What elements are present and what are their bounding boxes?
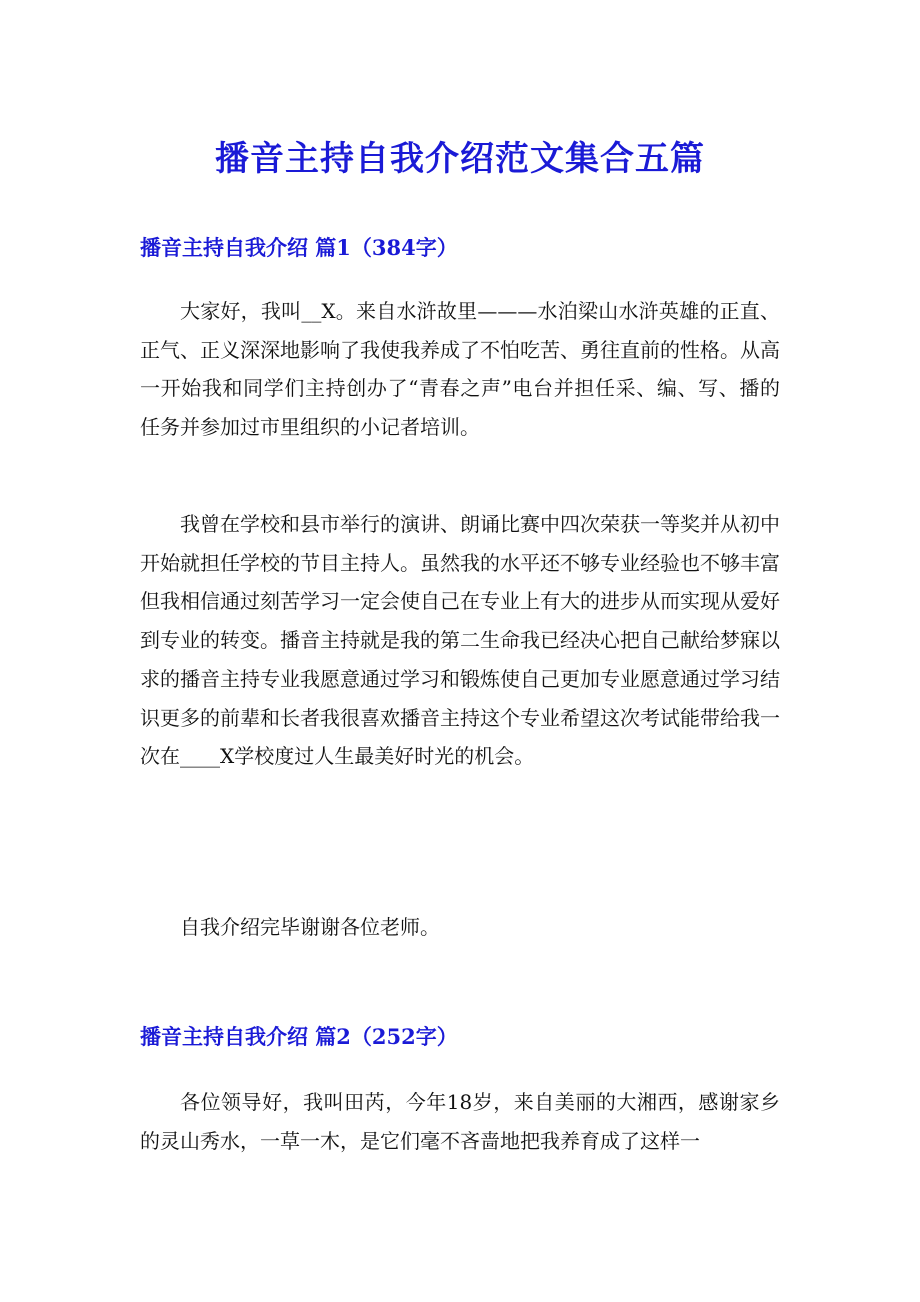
section-heading-1: 播音主持自我介绍 篇1（384字） [140,235,458,260]
section-heading-2: 播音主持自我介绍 篇2（252字） [140,1024,458,1049]
section-2-paragraph-1: 各位领导好，我叫田芮，今年18岁，来自美丽的大湘西，感谢家乡的灵山秀水，一草一木，是它们毫不吝啬地把我养育成了这样一 [140,1090,780,1153]
section-1-paragraph-2: 我曾在学校和县市举行的演讲、朗诵比赛中四次荣获一等奖并从初中开始就担任学校的节目主持人。虽然我的水平还不够专业经验也不够丰富但我相信通过刻苦学习一定会使自己在专业上有大的进步从而实现从爱好到专业的转变。播音主持就是我的第二生命我已经决心把自己献给梦寐以求的播音主持专业我愿意通过学习和锻炼使自己更加专业愿意通过学习结识更多的前辈和长者我很喜欢播音主持这个专业希望这次考试能带给我一次在____X学校度过人生最美好时光的机会。 [140,512,780,769]
document-title: 播音主持自我介绍范文集合五篇 [215,139,705,179]
section-1-paragraph-3: 自我介绍完毕谢谢各位老师。 [180,915,440,939]
section-1-paragraph-1: 大家好，我叫__X。来自水浒故里———水泊梁山水浒英雄的正直、正气、正义深深地影响了我使我养成了不怕吃苦、勇往直前的性格。从高一开始我和同学们主持创办了“青春之声”电台并担任采、编、写、播的任务并参加过市里组织的小记者培训。 [140,299,780,440]
